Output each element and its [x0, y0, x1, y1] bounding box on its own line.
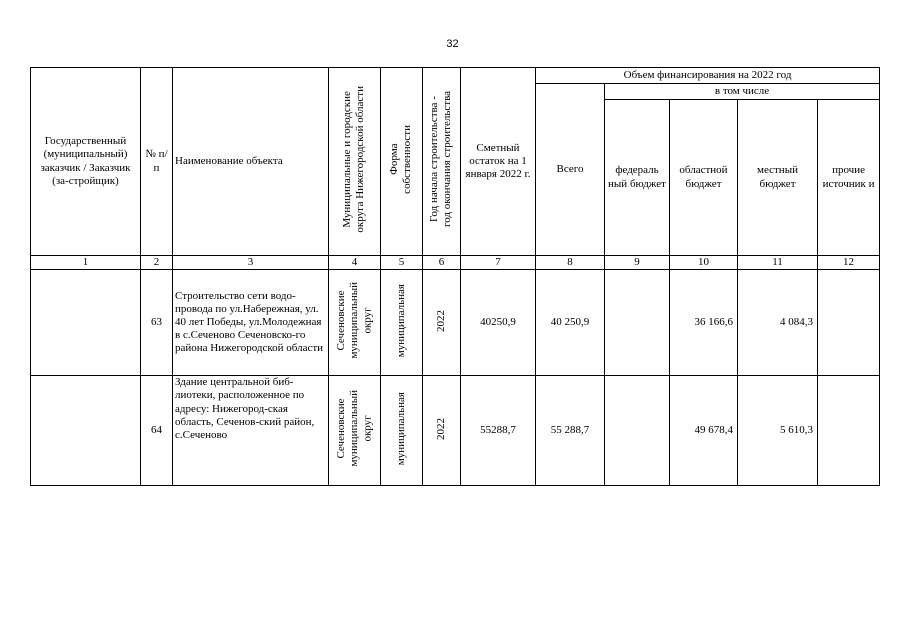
row-district [329, 376, 381, 486]
table-row [31, 270, 880, 376]
row-other [818, 376, 880, 486]
header-estimate: Сметный остаток на 1 января 2022 г. [461, 68, 536, 256]
header-years-line1: Год начала строительства - [428, 96, 441, 223]
column-number: 11 [738, 256, 818, 270]
column-number: 8 [536, 256, 605, 270]
row-ownership [381, 270, 423, 376]
row-district-line1: Сеченовские [334, 290, 347, 351]
column-number: 2 [141, 256, 173, 270]
row-number: 63 [141, 270, 173, 376]
row-district-line2: муниципальный [347, 282, 360, 359]
column-number: 4 [329, 256, 381, 270]
row-total: 40 250,9 [536, 270, 605, 376]
row-district [329, 270, 381, 376]
header-customer: Государственный (муниципальный) заказчик / Заказчик (за-стройщик) [31, 68, 141, 256]
row-regional: 36 166,6 [670, 270, 738, 376]
row-estimate: 40250,9 [461, 270, 536, 376]
column-number: 5 [381, 256, 423, 270]
header-years [423, 68, 461, 256]
row-district-line1: Сеченовские [334, 398, 347, 459]
row-customer [31, 270, 141, 376]
row-federal [605, 270, 670, 376]
row-object-name: Здание центральной биб-лиотеки, расположенное по адресу: Нижегород-ская область, Сеченов-ский район, с.Сеченово [173, 376, 329, 486]
header-ownership [381, 68, 423, 256]
column-number: 10 [670, 256, 738, 270]
header-ownership-line2: собственности [401, 125, 414, 194]
header-including: в том числе [605, 84, 880, 100]
header-ownership-line1: Форма [388, 143, 401, 176]
row-local: 5 610,3 [738, 376, 818, 486]
column-number: 3 [173, 256, 329, 270]
row-local: 4 084,3 [738, 270, 818, 376]
header-district-line1: Муниципальные и городские [341, 91, 354, 228]
header-local: местный бюджет [738, 100, 818, 256]
column-number: 7 [461, 256, 536, 270]
row-ownership [381, 376, 423, 486]
row-district-line3: округ [361, 415, 374, 442]
row-district-line3: округ [361, 307, 374, 334]
row-years [423, 270, 461, 376]
header-federal: федераль ный бюджет [605, 100, 670, 256]
row-ownership-text: муниципальная [394, 391, 407, 466]
column-number: 9 [605, 256, 670, 270]
row-ownership-text: муниципальная [394, 283, 407, 358]
row-estimate: 55288,7 [461, 376, 536, 486]
row-total: 55 288,7 [536, 376, 605, 486]
row-other [818, 270, 880, 376]
column-numbers-row [31, 256, 880, 270]
header-district [329, 68, 381, 256]
row-years-text: 2022 [434, 417, 447, 440]
header-regional: областной бюджет [670, 100, 738, 256]
row-customer [31, 376, 141, 486]
page-number: 32 [446, 38, 459, 50]
column-number: 6 [423, 256, 461, 270]
row-number: 64 [141, 376, 173, 486]
row-regional: 49 678,4 [670, 376, 738, 486]
column-number: 12 [818, 256, 880, 270]
header-other: прочие источник и [818, 100, 880, 256]
column-number: 1 [31, 256, 141, 270]
row-federal [605, 376, 670, 486]
table-row [31, 376, 880, 486]
header-object-name: Наименование объекта [173, 68, 329, 256]
header-total: Всего [536, 84, 605, 256]
header-district-line2: округа Нижегородской области [354, 86, 367, 233]
header-number: № п/п [141, 68, 173, 256]
header-years-line2: год окончания строительства [441, 91, 454, 228]
row-object-name: Строительство сети водо-провода по ул.Набережная, ул. 40 лет Победы, ул.Молодежная в с.Сеченово Сеченовско-го района Нижегородской области [173, 270, 329, 376]
row-district-line2: муниципальный [347, 390, 360, 467]
row-years [423, 376, 461, 486]
financing-table [30, 67, 880, 486]
row-years-text: 2022 [434, 309, 447, 332]
header-funding-group: Объем финансирования на 2022 год [536, 68, 880, 84]
